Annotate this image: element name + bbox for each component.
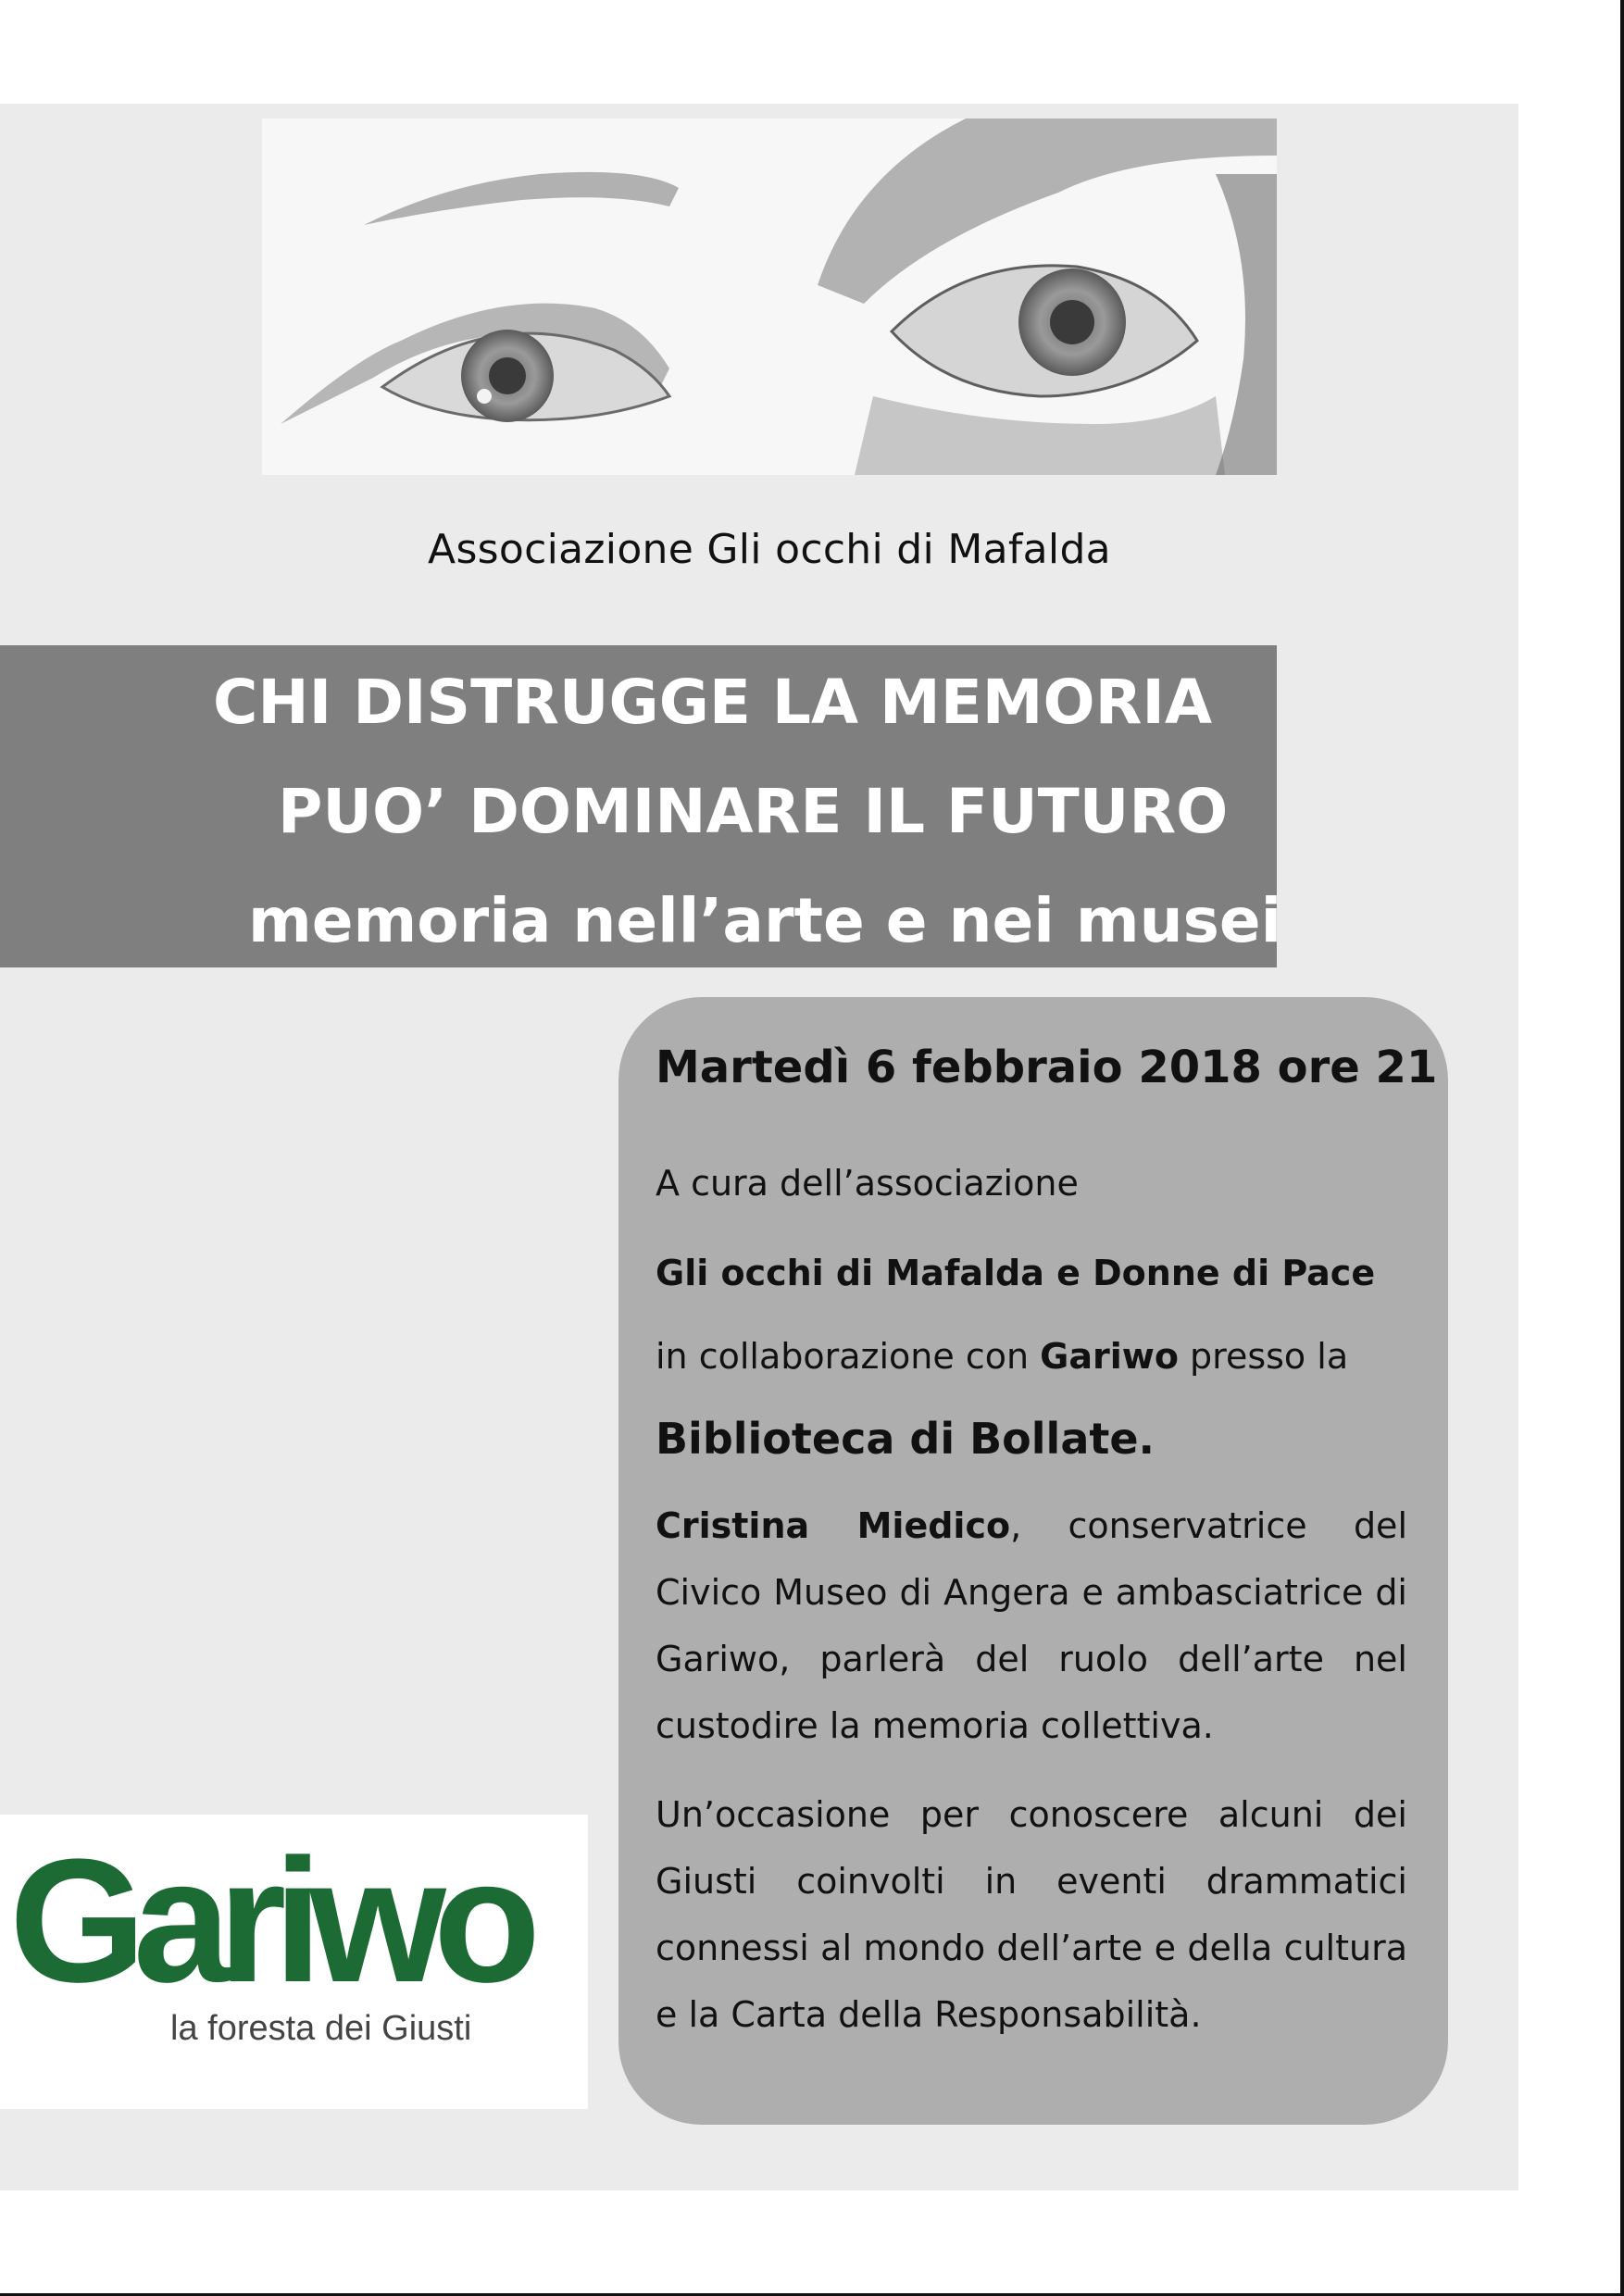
headline-line-2: PUO’ DOMINARE IL FUTURO [278, 776, 1229, 847]
collab-partner: Gariwo [1040, 1336, 1179, 1377]
eyes-drawing-icon [262, 119, 1277, 475]
closing-paragraph: Un’occasione per conoscere alcuni dei Giusti coinvolti in eventi drammatici connessi al mondo dell’arte e della cultura e la Carta della Responsabilità. [656, 1794, 1407, 2035]
headline-line-1: CHI DISTRUGGE LA MEMORIA [213, 667, 1213, 738]
collab-prefix: in collaborazione con [656, 1336, 1041, 1377]
venue-name: Biblioteca di Bollate. [656, 1414, 1156, 1464]
collab-suffix: presso la [1178, 1336, 1349, 1377]
event-date-time: Martedì 6 febbraio 2018 ore 21 [656, 1042, 1438, 1093]
gariwo-tagline: la foresta dei Giusti [170, 2009, 472, 2048]
headline-line-3: memoria nell’arte e nei musei [248, 885, 1282, 956]
speaker-paragraph [656, 1492, 1407, 1759]
organizers-text: Gli occhi di Mafalda e Donne di Pace [656, 1253, 1376, 1293]
collaboration-text [656, 1336, 1415, 1377]
gariwo-wordmark: Gariwo [9, 1823, 529, 2019]
association-title: Associazione Gli occhi di Mafalda [428, 526, 1111, 573]
curated-by-text: A cura dell’associazione [656, 1163, 1079, 1204]
speaker-description: , conservatrice del Civico Museo di Angera e ambasciatrice di Gariwo, parlerà del ruolo dell’arte nel custodire la memoria collettiva. [656, 1505, 1407, 1746]
speaker-name: Cristina Miedico [656, 1505, 1011, 1546]
page-edge-right [1620, 0, 1624, 2296]
eyes-drawing [262, 119, 1277, 475]
